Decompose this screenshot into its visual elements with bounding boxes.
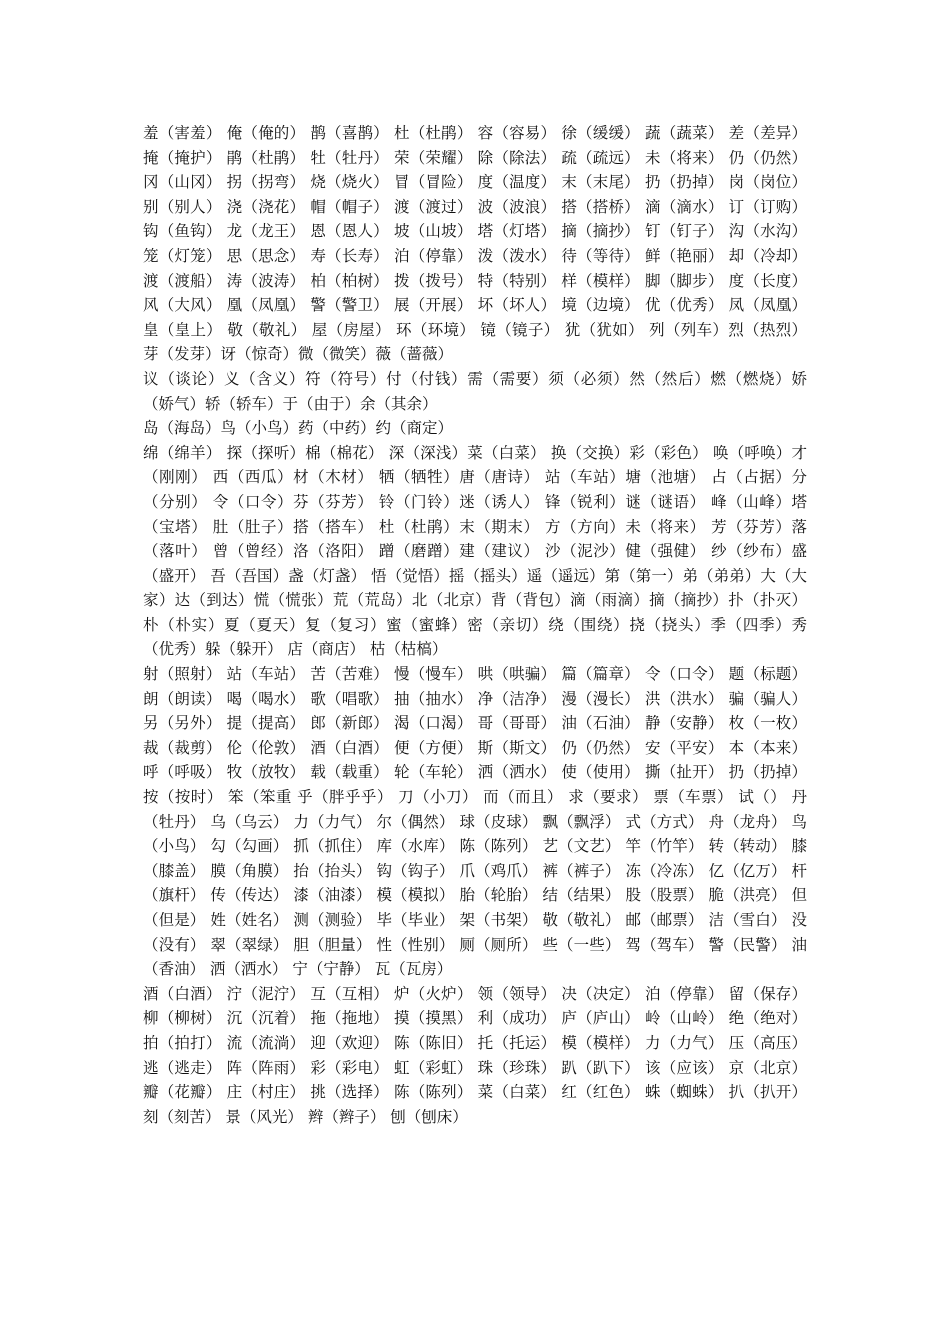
word-list-paragraph-5: 射（照射） 站（车站） 苦（苦难） 慢（慢车） 哄（哄骗） 篇（篇章） 令（口令） 题（标题） 朗（朗读） 喝（喝水） 歌（唱歌） 抽（抽水） 净（洁净） 漫（漫长） 洪（洪水） 骗（骗人） 另（另外） 提（提高） 郎（新郎） 渴（口渴） 哥（哥哥） 油（石油） 静（安静） 枚（一枚） 裁（裁剪） 伦（伦敦） 酒（白酒） 便（方便） 斯（斯文） 仍（仍然） 安（平安） 本（本来） 呼（呼吸） 牧（放牧） 载（载重） 轮（车轮） 洒（洒水） 使（使用） 撕（扯开） 扔（扔掉） 按（按时） 笨（笨重 乎（胖乎乎） 刀（小刀） 而（而且） 求（要求） 票（车票） 试（） 丹（牡丹） 乌（乌云） 力（力气） 尔（偶然） 球（皮球） 飘（飘浮） 式（方式） 舟（龙舟） 鸟（小鸟） 勾（勾画） 抓（抓住） 库（水库） 陈（陈列） 艺（文艺） 竿（竹竿） 转（转动） 膝（膝盖） 膜（角膜） 抬（抬头） 钩（钩子） 爪（鸡爪） 裤（裤子） 冻（冷冻） 亿（亿万） 杆（旗杆） 传（传达） 漆（油漆） 模（模拟） 胎（轮胎） 结（结果） 股（股票） 脆（洪亮） 但（但是） 姓（姓名） 测（测验） 毕（毕业） 架（书架） 敬（敬礼） 邮（邮票） 洁（雪白） 没（没有） 翠（翠绿） 胆（胆量） 性（性别） 厕（厕所） 些（一些） 驾（驾车） 警（民警） 油（香油） 洒（洒水） 宁（宁静） 瓦（瓦房） — [143, 665, 807, 979]
document-body — [143, 121, 807, 1129]
word-list-paragraph-3: 岛（海岛）鸟（小鸟）药（中药）约（商定） — [143, 419, 454, 438]
word-list-paragraph-6: 酒（白酒） 泞（泥泞） 互（互相） 炉（火炉） 领（领导） 决（决定） 泊（停靠） 留（保存） 柳（柳树） 沉（沉着） 拖（拖地） 摸（摸黑） 利（成功） 庐（庐山） 岭（山岭） 绝（绝对） 拍（拍打） 流（流淌） 迎（欢迎） 陈（陈旧） 托（托运） 模（模样） 力（力气） 压（高压） 逃（逃走） 阵（阵雨） 彩（彩电） 虹（彩虹） 珠（珍珠） 趴（趴下） 该（应该） 京（北京） 瓣（花瓣） 庄（村庄） 挑（选择） 陈（陈列） 菜（白菜） 红（红色） 蛛（蜘蛛） 扒（扒开） 刻（刻苦） 景（风光） 辫（辫子） 刨（刨床） — [143, 984, 807, 1126]
word-list-paragraph-4: 绵（绵羊） 探（探听）棉（棉花） 深（深浅）菜（白菜） 换（交换）彩（彩色） 唤（呼唤）才（刚刚） 西（西瓜）材（木材） 牺（牺牲）唐（唐诗） 站（车站）塘（池塘） 占（占据）分（分别） 令（口令）芬（芬芳） 铃（门铃）迷（诱人） 锋（锐利）谜（谜语） 峰（山峰）塔（宝塔） 肚（肚子）搭（搭车） 杜（杜鹃）末（期末） 方（方向）未（将来） 芳（芬芳）落（落叶） 曾（曾经）洛（洛阳） 蹭（磨蹭）建（建议） 沙（泥沙）健（强健） 纱（纱布）盛（盛开） 吾（吾国）盏（灯盏） 悟（觉悟）摇（摇头）遥（遥远）第（第一）弟（弟弟）大（大家）达（到达）慌（慌张）荒（荒岛）北（北京）背（背包）滴（雨滴）摘（摘抄）扑（扑灭）朴（朴实）夏（夏天）复（复习）蜜（蜜蜂）密（亲切）绕（围绕）挠（挠头）季（四季）秀（优秀）躲（躲开） 店（商店） 枯（枯槁） — [143, 443, 807, 659]
word-list-paragraph-2: 议（谈论）义（含义）符（符号）付（付钱）需（需要）须（必须）然（然后）燃（燃烧）娇（娇气）轿（轿车）于（由于）余（其余） — [143, 369, 807, 413]
word-list-paragraph-1: 羞（害羞） 俺（俺的） 鹊（喜鹊） 杜（杜鹃） 容（容易） 徐（缓缓） 蔬（蔬菜） 差（差异） 掩（掩护） 鹃（杜鹃） 牡（牡丹） 荣（荣耀） 除（除法） 疏（疏远） 未（将来） 仍（仍然） 冈（山冈） 拐（拐弯） 烧（烧火） 冒（冒险） 度（温度） 末（末尾） 扔（扔掉） 岗（岗位） 别（别人） 浇（浇花） 帽（帽子） 渡（渡过） 波（波浪） 搭（搭桥） 滴（滴水） 订（订购） 钩（鱼钩） 龙（龙王） 恩（恩人） 坡（山坡） 塔（灯塔） 摘（摘抄） 钉（钉子） 沟（水沟） 笼（灯笼） 思（思念） 寿（长寿） 泊（停靠） 泼（泼水） 待（等待） 鲜（艳丽） 却（冷却） 渡（渡船） 涛（波涛） 柏（柏树） 拨（拨号） 特（特别） 样（模样） 脚（脚步） 度（长度） 风（大风） 凰（凤凰） 警（警卫） 展（开展） 坏（坏人） 境（边境） 优（优秀） 凤（凤凰） 皇（皇上） 敬（敬礼） 屋（房屋） 环（环境） 镜（镜子） 犹（犹如） 列（列车）烈（热烈）芽（发芽）讶（惊奇）微（微笑）薇（蔷薇） — [143, 124, 807, 364]
